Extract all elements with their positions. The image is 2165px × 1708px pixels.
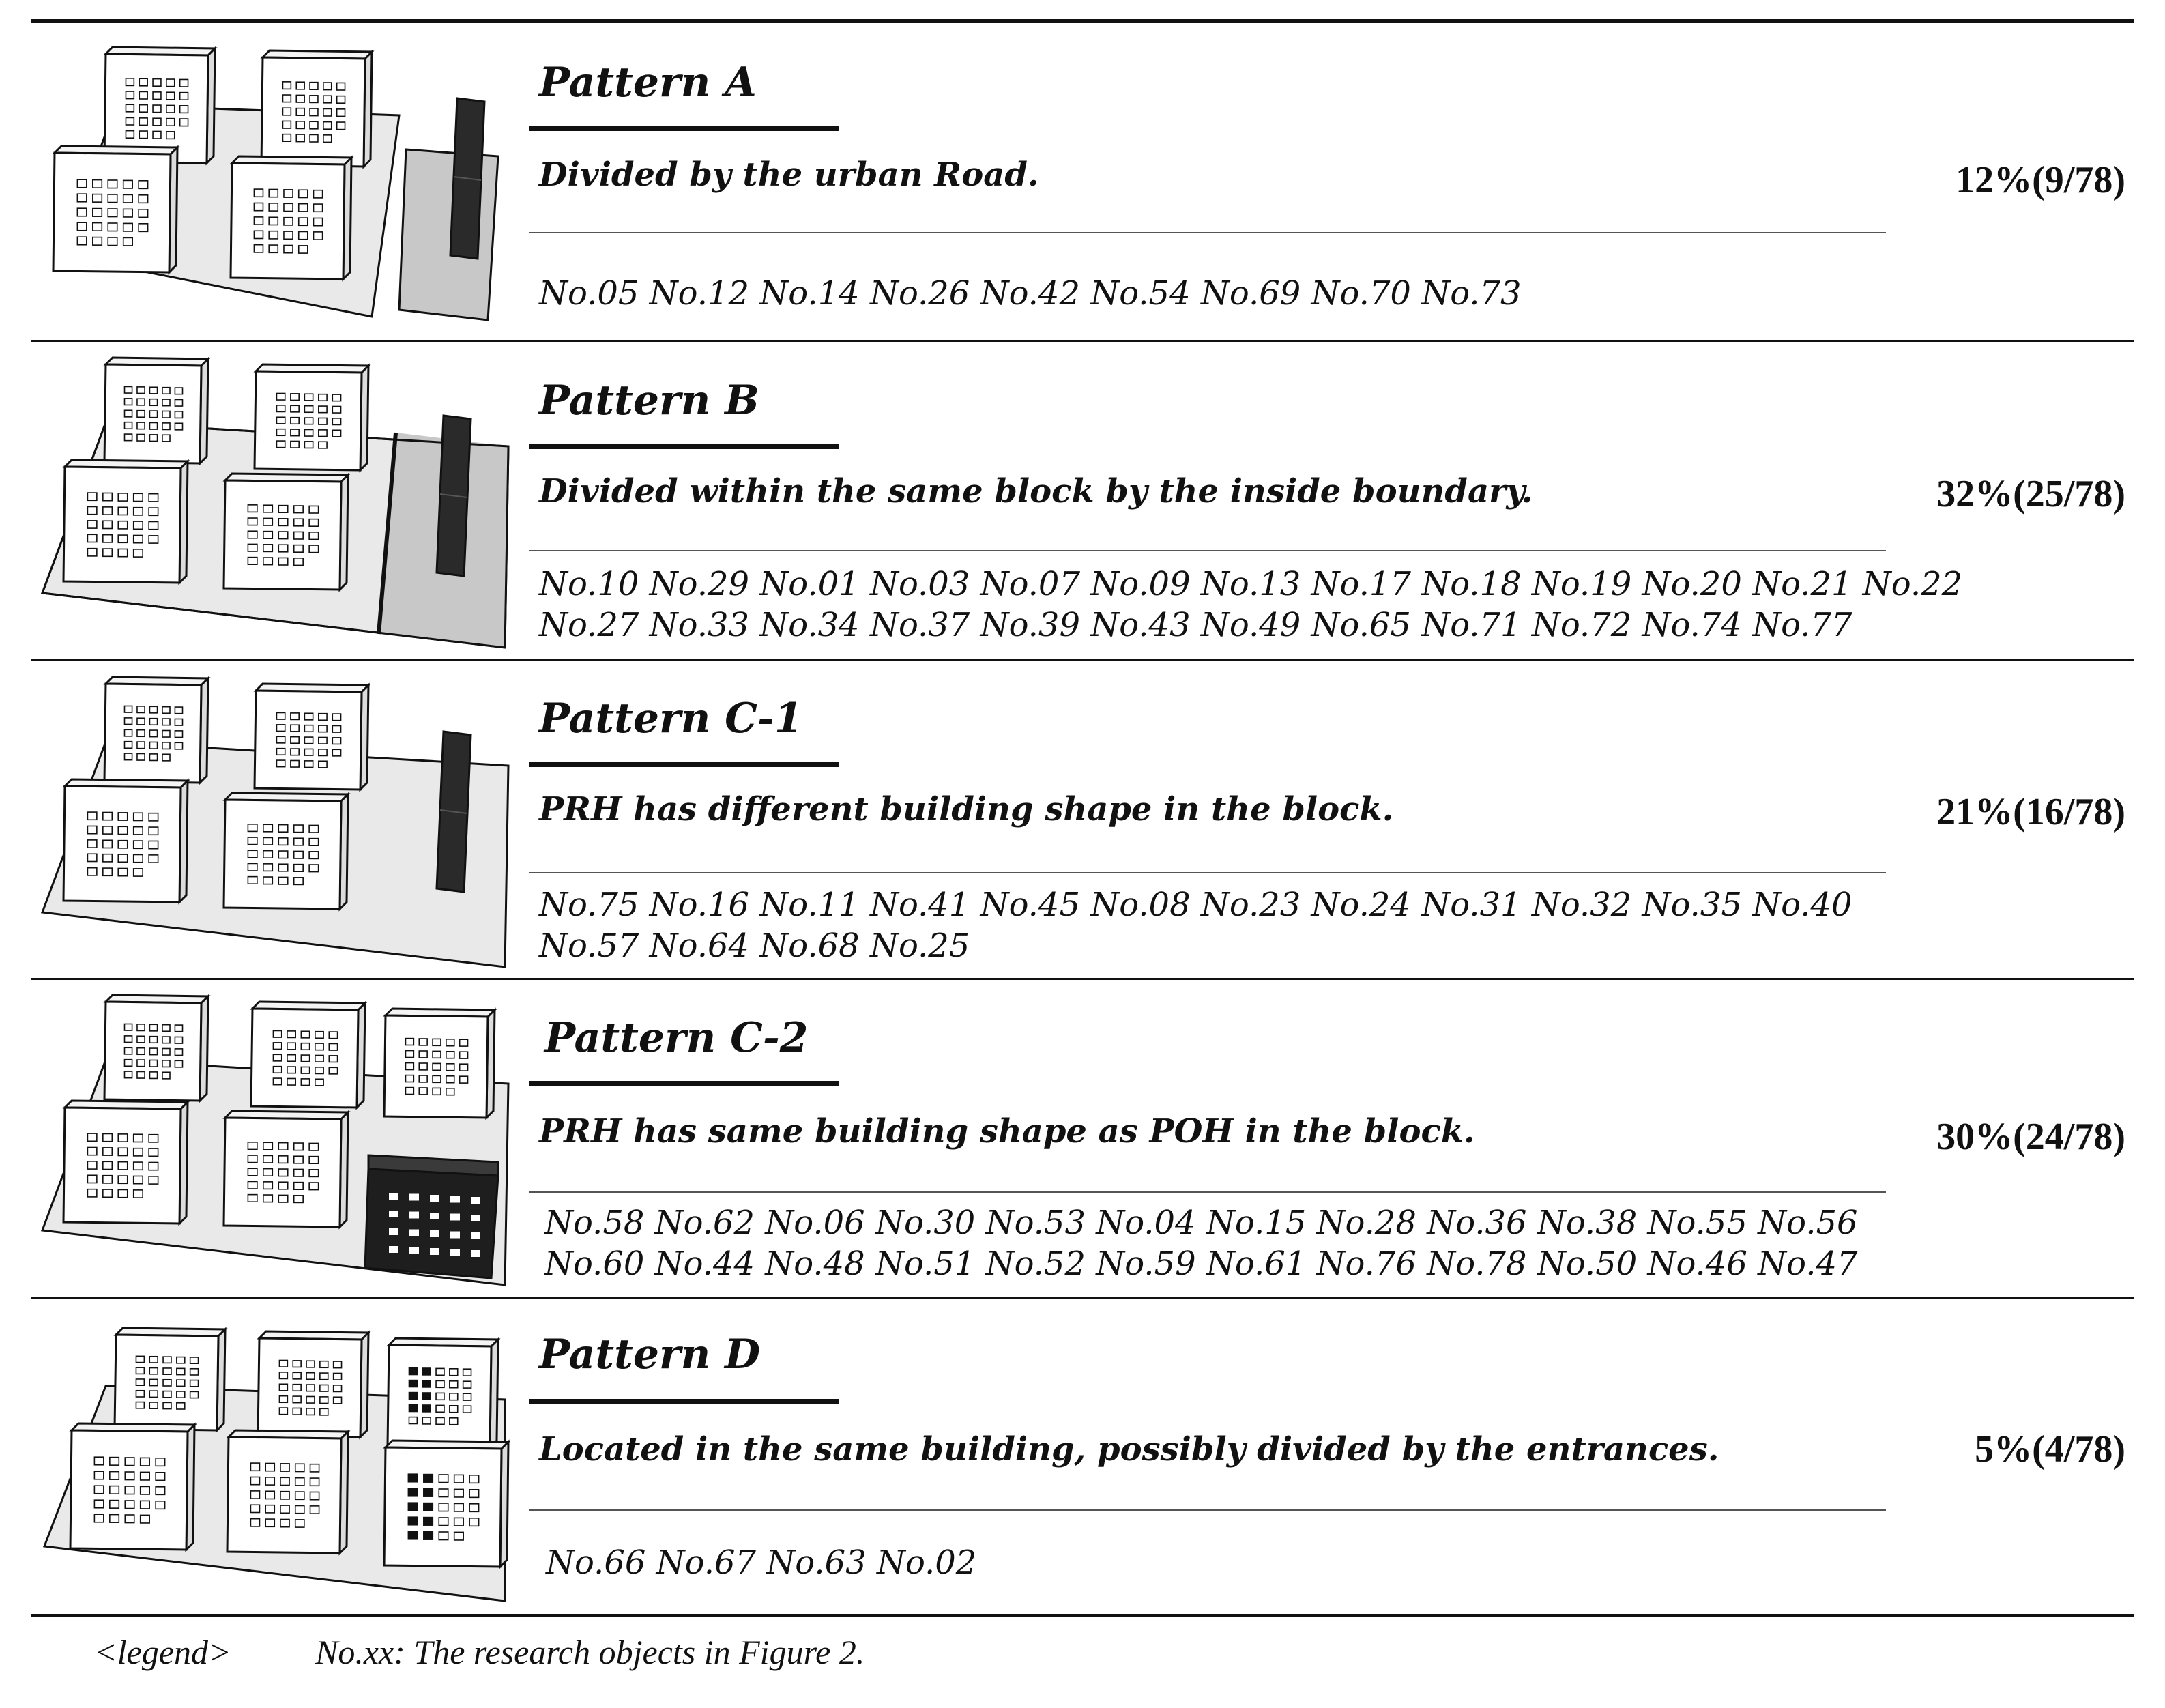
poh-building [63, 1101, 188, 1224]
legend-text: No.xx: The research objects in Figure 2. [315, 1633, 865, 1671]
prh-tower [437, 732, 471, 892]
research-object-list: No.66 No.67 No.63 No.02 [546, 1544, 977, 1582]
pattern-d-illustration [27, 1307, 519, 1608]
top-rule [31, 19, 2134, 23]
research-object-list: No.05 No.12 No.14 No.26 No.42 No.54 No.69 No.70 No.73 [539, 274, 1522, 313]
poh-building [104, 995, 208, 1101]
poh-building [258, 1331, 368, 1437]
pattern-title: Pattern C-2 [544, 1014, 809, 1062]
title-underline [529, 1399, 839, 1404]
poh-building [104, 47, 215, 163]
poh-building [224, 793, 348, 909]
poh-building [231, 156, 351, 279]
row-divider [31, 340, 2134, 342]
pattern-description: Divided within the same block by the inside boundary. [539, 472, 1533, 510]
poh-building [104, 358, 208, 463]
poh-building [104, 677, 208, 783]
pattern-a-illustration [27, 30, 519, 330]
pattern-description: PRH has same building shape as POH in the block. [539, 1112, 1475, 1150]
pattern-title: Pattern B [539, 377, 759, 424]
description-divider [529, 232, 1886, 233]
legend-label: <legend> [94, 1633, 231, 1671]
poh-building [70, 1423, 194, 1550]
pattern-row-a [0, 23, 2165, 340]
pattern-c1-illustration [27, 670, 519, 970]
pattern-b-illustration [27, 351, 519, 651]
pattern-row-d [0, 1301, 2165, 1615]
pattern-title: Pattern D [539, 1331, 761, 1378]
pattern-description: Divided by the urban Road. [539, 156, 1039, 194]
pattern-title: Pattern A [539, 59, 757, 106]
poh-building [224, 474, 348, 590]
poh-building [255, 684, 368, 790]
poh-building [255, 364, 368, 470]
pattern-description: PRH has different building shape in the block. [539, 790, 1394, 828]
pattern-c2-illustration [27, 988, 519, 1288]
title-underline [529, 126, 839, 131]
poh-building [53, 146, 177, 272]
title-underline [529, 1081, 839, 1086]
row-divider [31, 659, 2134, 661]
prh-building [365, 1155, 498, 1278]
pattern-percentage: 12%(9/78) [1956, 159, 2125, 201]
poh-building [251, 1002, 365, 1108]
description-divider [529, 1509, 1886, 1511]
pattern-row-c2 [0, 981, 2165, 1298]
research-object-list: No.58 No.62 No.06 No.30 No.53 No.04 No.15 No.28 No.36 No.38 No.55 No.56 No.60 No.44 No.48 No.51 No.52 No.59 No.61 No.76 No.78 No.50 No.46 No.47 [544, 1204, 1858, 1283]
poh-building [63, 779, 188, 902]
pattern-row-c1 [0, 662, 2165, 979]
description-divider [529, 1191, 1886, 1193]
poh-building [384, 1009, 495, 1118]
poh-building [261, 50, 372, 167]
poh-building [63, 460, 188, 583]
title-underline [529, 762, 839, 767]
description-divider [529, 872, 1886, 873]
pattern-description: Located in the same building, possibly divided by the entrances. [539, 1430, 1719, 1468]
pattern-title: Pattern C-1 [539, 695, 803, 742]
title-underline [529, 444, 839, 449]
pattern-percentage: 5%(4/78) [1975, 1428, 2125, 1471]
prh-tower [437, 416, 471, 576]
pattern-percentage: 21%(16/78) [1936, 791, 2125, 833]
pattern-row-b [0, 343, 2165, 659]
description-divider [529, 550, 1886, 551]
mixed-building [384, 1441, 508, 1567]
pattern-percentage: 30%(24/78) [1936, 1116, 2125, 1158]
poh-building [227, 1430, 348, 1553]
poh-building [224, 1111, 348, 1227]
poh-building [115, 1328, 225, 1430]
research-object-list: No.75 No.16 No.11 No.41 No.45 No.08 No.23 No.24 No.31 No.32 No.35 No.40 No.57 No.64 No.68 No.25 [539, 886, 1852, 965]
prh-building [388, 1338, 498, 1447]
prh-tower [450, 98, 484, 259]
pattern-percentage: 32%(25/78) [1936, 473, 2125, 515]
research-object-list: No.10 No.29 No.01 No.03 No.07 No.09 No.13 No.17 No.18 No.19 No.20 No.21 No.22 No.27 No.33 No.34 No.37 No.39 No.43 No.49 No.65 No.71 No.72 No.74 No.77 [539, 565, 1963, 644]
